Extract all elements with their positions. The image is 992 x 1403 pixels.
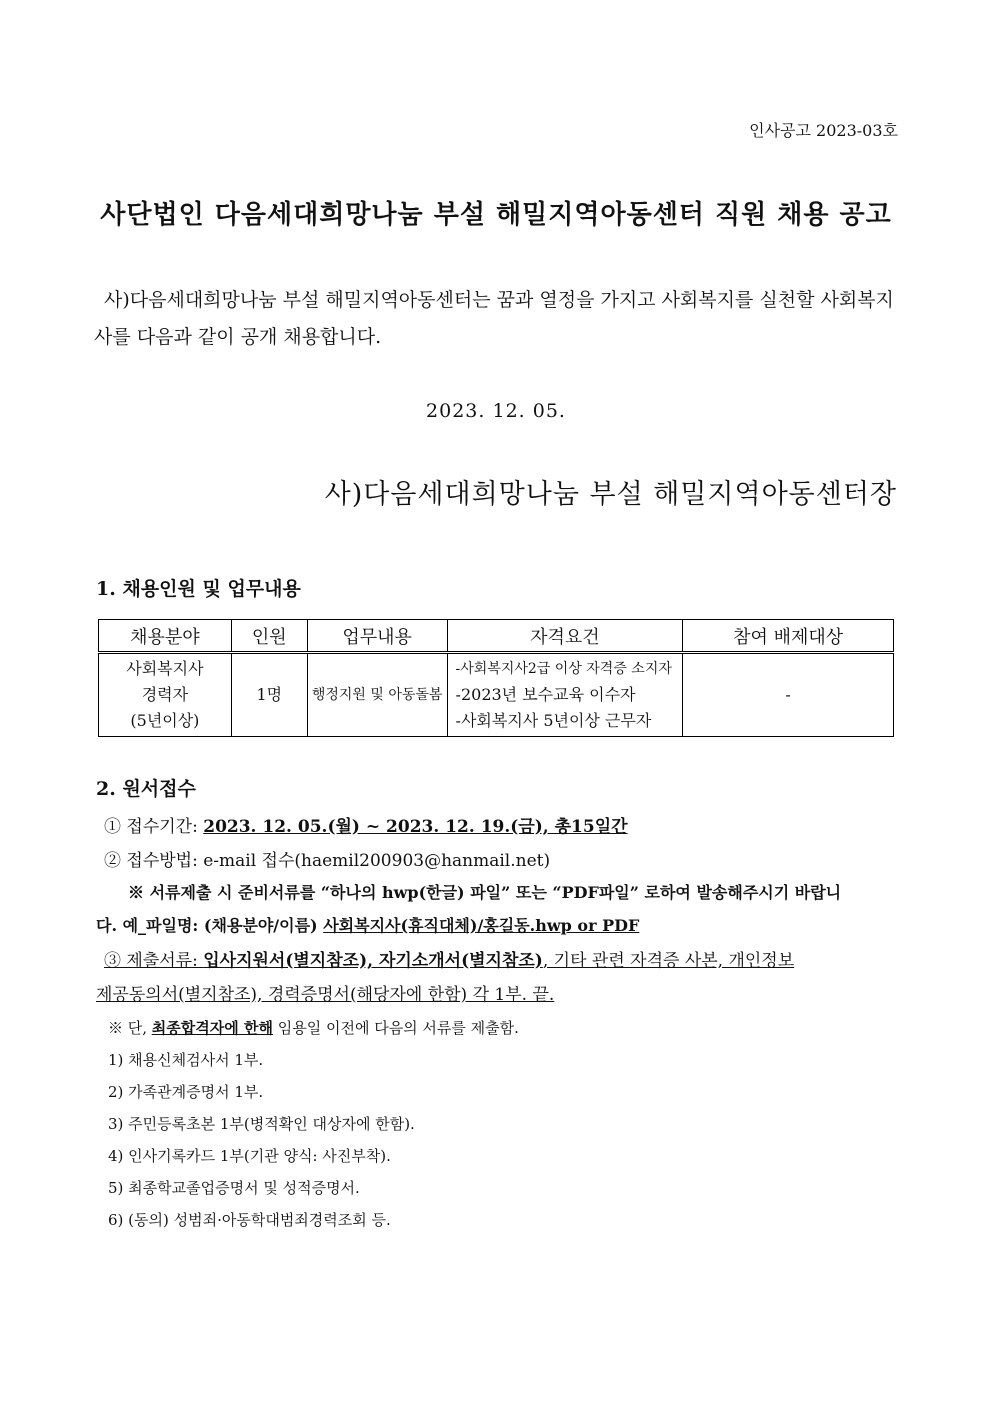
period-label: ① 접수기간:: [104, 817, 204, 837]
documents-label: ③ 제출서류:: [104, 951, 204, 971]
table-row: [99, 653, 894, 737]
cell-count: 1명: [231, 653, 307, 737]
qualification-line: -2023년 보수교육 이수자: [455, 685, 636, 704]
final-note-rest: 임용일 이전에 다음의 서류를 제출함.: [272, 1019, 519, 1037]
list-item: 3) 주민등록초본 1부(병적확인 대상자에 한함).: [108, 1115, 415, 1133]
signer: 사)다음세대희망나눔 부설 해밀지역아동센터장: [324, 479, 897, 510]
header-field: 채용분야: [99, 620, 232, 653]
qualification-line: -사회복지사2급 이상 자격증 소지자: [455, 661, 672, 677]
documents-line: [104, 946, 794, 971]
header-excluded: 참여 배제대상: [683, 620, 894, 653]
table-header-row: [99, 620, 894, 653]
final-note: [108, 1017, 519, 1038]
recruitment-table: [98, 619, 894, 737]
documents-other: , 기타 관련 자격증 사본, 개인정보: [542, 951, 795, 971]
header-qualification: 자격요건: [447, 620, 683, 653]
section2-heading: 2. 원서접수: [96, 778, 196, 800]
page-title: 사단법인 다음세대희망나눔 부설 해밀지역아동센터 직원 채용 공고: [100, 200, 892, 230]
section1-heading: 1. 채용인원 및 업무내용: [96, 578, 301, 600]
field-line: 경력자: [141, 685, 189, 704]
final-note-bold: 최종합격자에 한해: [151, 1019, 273, 1037]
file-note-line1: ※ 서류제출 시 준비서류를 “하나의 hwp(한글) 파일” 또는 “PDF파일” 로하여 발송해주시기 바랍니: [128, 883, 842, 902]
period-value: 2023. 12. 05.(월) ~ 2023. 12. 19.(금), 총15일간: [203, 817, 628, 837]
documents-line2: 제공동의서(별지참조), 경력증명서(해당자에 한함) 각 1부. 끝.: [96, 985, 555, 1005]
field-line: 사회복지사: [126, 659, 204, 678]
notice-number: 인사공고 2023-03호: [749, 121, 898, 140]
field-line: (5년이상): [130, 711, 200, 730]
final-note-prefix: ※ 단,: [108, 1019, 152, 1037]
documents-required: 입사지원서(별지참조), 자기소개서(별지참조): [203, 951, 543, 971]
period-line: [104, 812, 628, 837]
intro-paragraph: 사)다음세대희망나눔 부설 해밀지역아동센터는 꿈과 열정을 가지고 사회복지를 실천할 사회복지사를 다음과 같이 공개 채용합니다.: [94, 289, 894, 348]
announcement-date: 2023. 12. 05.: [426, 400, 566, 422]
file-name-example: 사회복지사(휴직대체)/홍길동.hwp or PDF: [323, 916, 640, 935]
file-note-prefix: 다. 예_파일명: (채용분야/이름): [96, 916, 324, 935]
header-count: 인원: [231, 620, 307, 653]
list-item: 5) 최종학교졸업증명서 및 성적증명서.: [108, 1179, 360, 1197]
list-item: 1) 채용신체검사서 1부.: [108, 1051, 264, 1069]
method-line: ② 접수방법: e-mail 접수(haemil200903@hanmail.net): [104, 851, 551, 871]
cell-field: [99, 653, 232, 737]
header-duty: 업무내용: [307, 620, 447, 653]
list-item: 4) 인사기록카드 1부(기관 양식: 사진부착).: [108, 1147, 391, 1165]
list-item: 2) 가족관계증명서 1부.: [108, 1083, 264, 1101]
list-item: 6) (동의) 성범죄·아동학대범죄경력조회 등.: [108, 1211, 391, 1229]
qualification-line: -사회복지사 5년이상 근무자: [455, 711, 652, 730]
cell-qualification: [447, 653, 683, 737]
cell-duty: 행정지원 및 아동돌봄: [307, 653, 447, 737]
file-note-line2: [96, 913, 639, 936]
cell-excluded: -: [683, 653, 894, 737]
